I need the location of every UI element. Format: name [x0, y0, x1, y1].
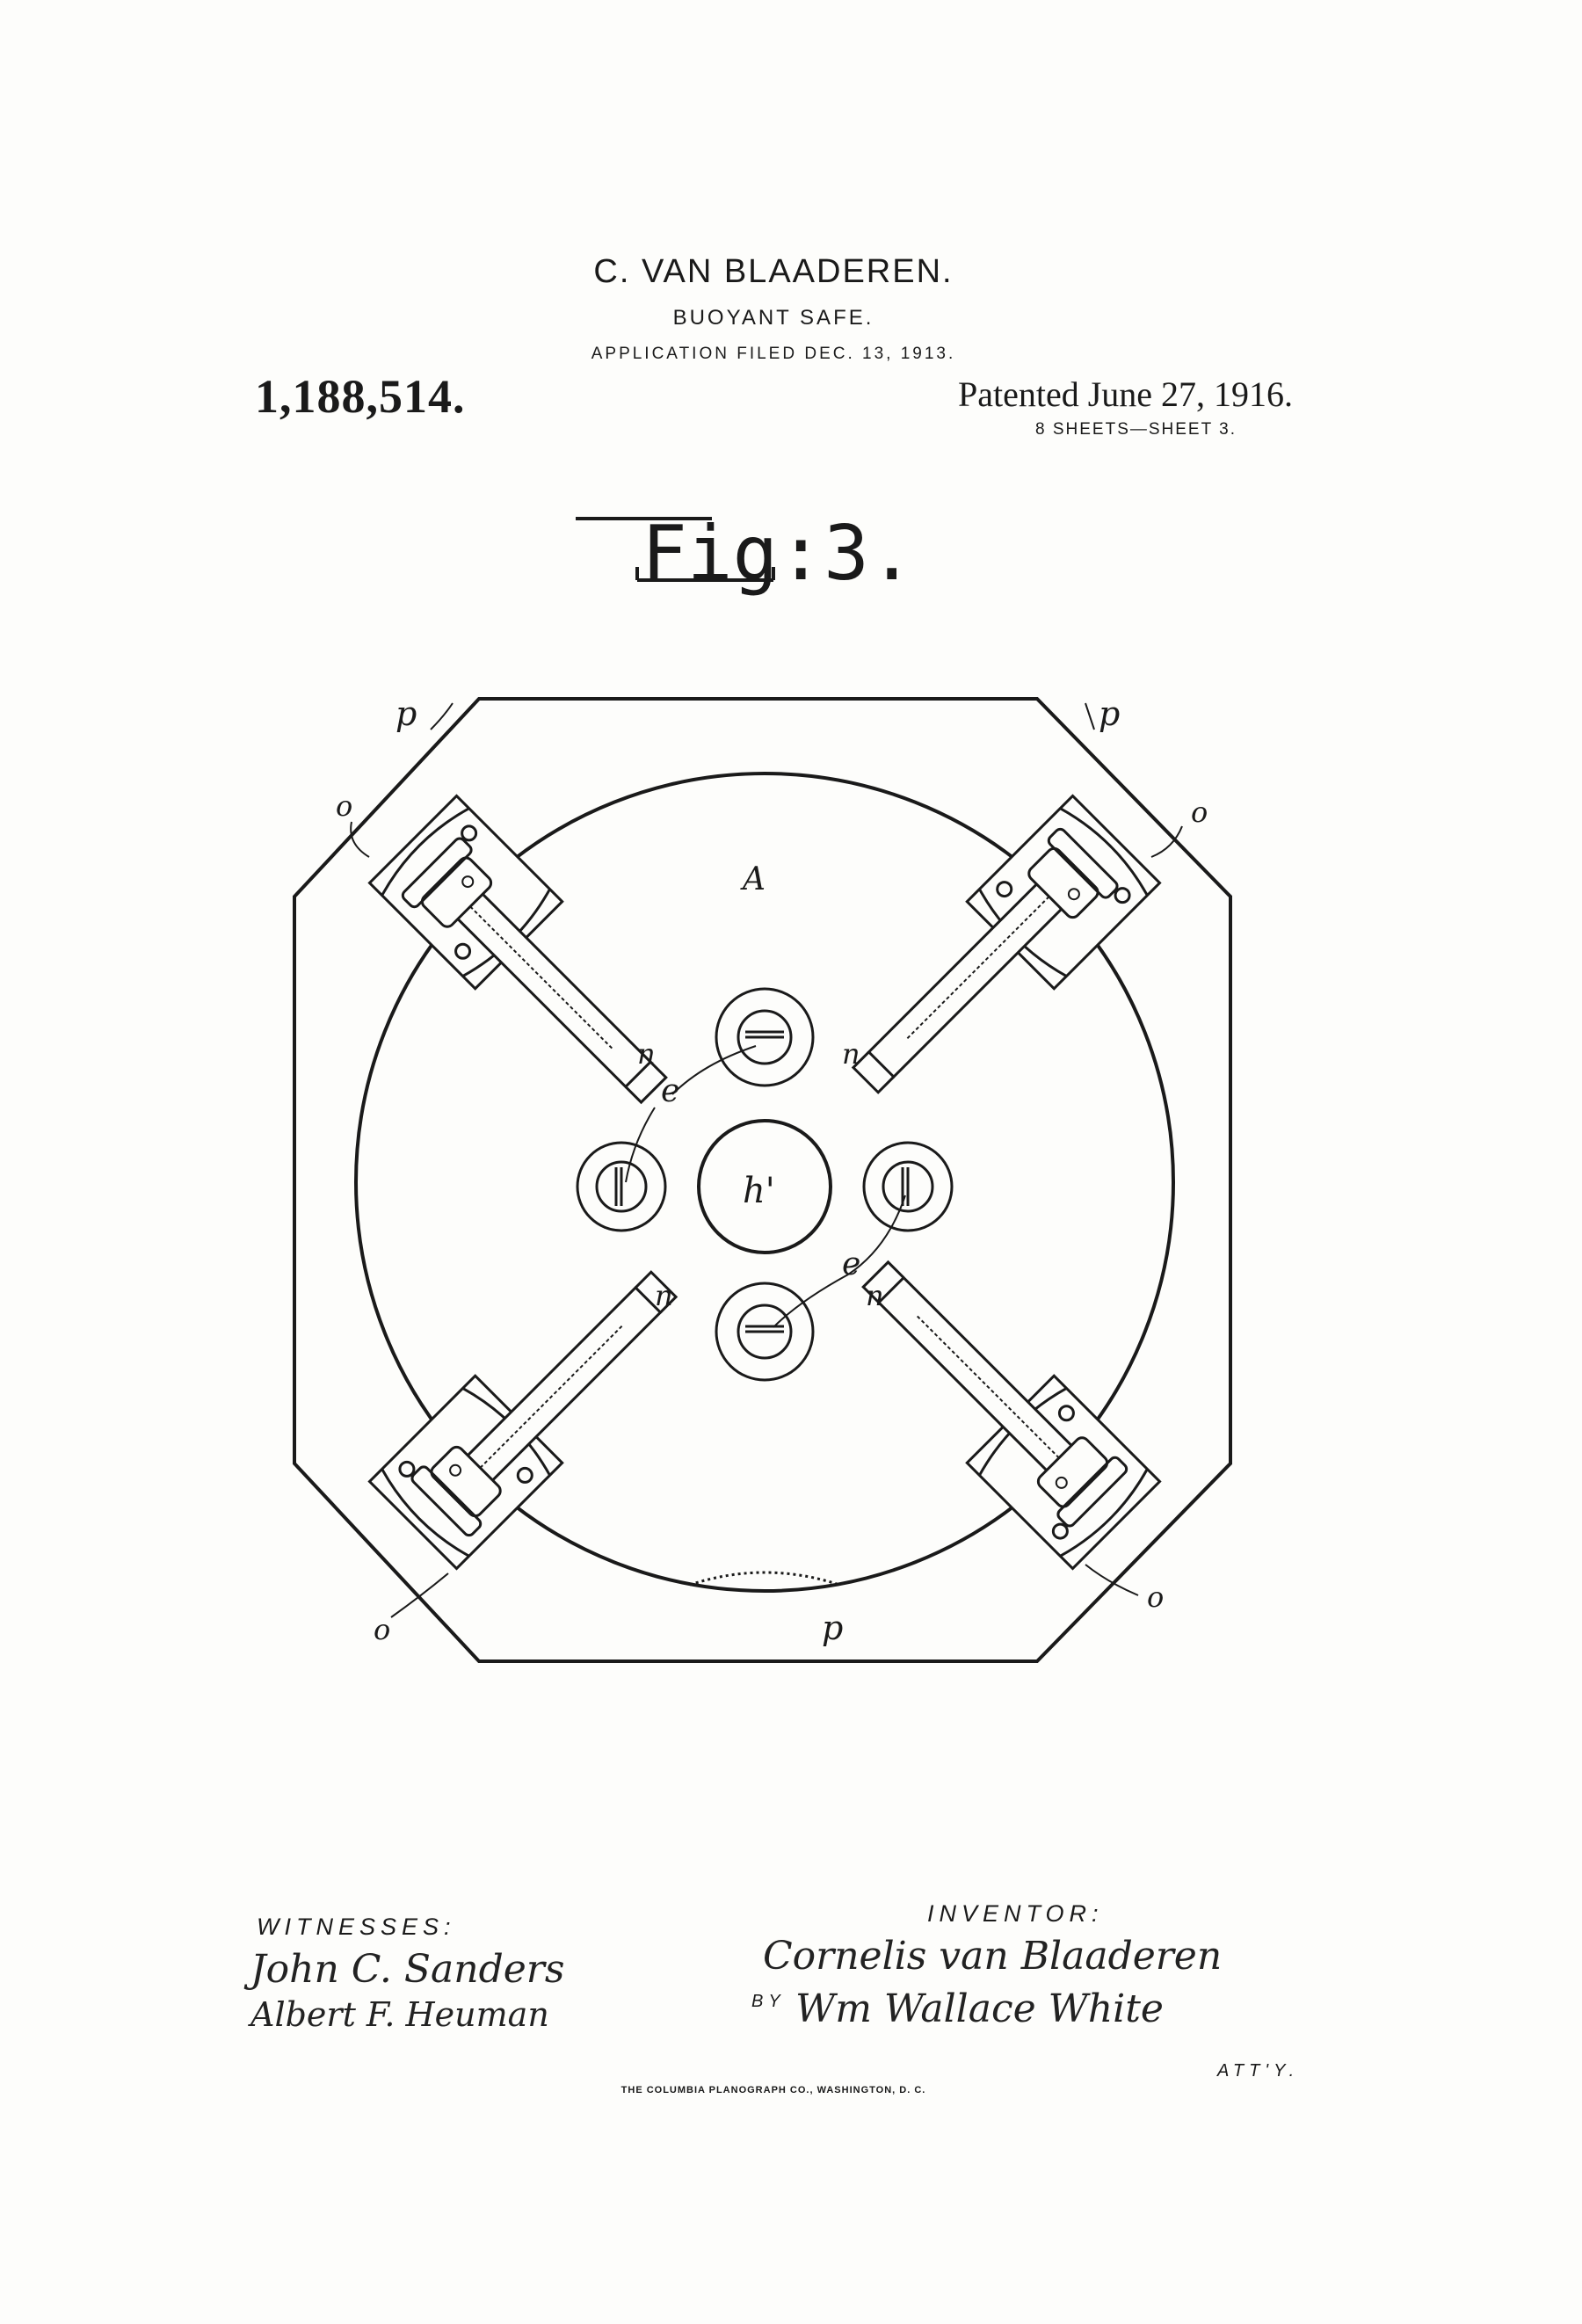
label-a: A [743, 861, 766, 897]
attorney-label: ATT'Y. [1217, 2061, 1300, 2081]
inventor-label: INVENTOR: [927, 1900, 1104, 1927]
label-o-br: o [1147, 1580, 1165, 1614]
witness-signature-1: John C. Sanders [250, 1947, 565, 1992]
printer-credit: THE COLUMBIA PLANOGRAPH CO., WASHINGTON, D. C. [620, 2085, 926, 2095]
patented-date: Patented June 27, 1916. [958, 374, 1294, 414]
witnesses-label: WITNESSES: [257, 1914, 456, 1940]
attorney-signature: Wm Wallace White [795, 1986, 1164, 2031]
label-n-bl: n [655, 1279, 673, 1312]
label-e-bottom: e [842, 1246, 861, 1282]
invention-title: BUOYANT SAFE. [672, 306, 874, 330]
label-n-tl: n [637, 1037, 656, 1071]
inventor-name-header: C. VAN BLAADEREN. [593, 253, 954, 290]
label-n-br: n [866, 1279, 884, 1312]
label-p-tr: p [1099, 694, 1121, 733]
label-o-tl: o [336, 789, 353, 823]
label-o-bl: o [374, 1613, 391, 1646]
sheet-count: 8 SHEETS—SHEET 3. [1035, 420, 1237, 439]
label-n-tr: n [842, 1037, 860, 1071]
label-e-top: e [661, 1073, 680, 1109]
label-p-bottom: p [822, 1609, 844, 1647]
inventor-signature: Cornelis van Blaaderen [763, 1934, 1223, 1979]
figure-label: Fig:3. [642, 510, 915, 598]
witness-signature-2: Albert F. Heuman [250, 1995, 549, 2034]
label-p-tl: p [396, 694, 417, 733]
patent-number: 1,188,514. [255, 370, 466, 423]
application-filed-line: APPLICATION FILED DEC. 13, 1913. [591, 345, 956, 363]
by-label: BY [751, 1992, 786, 2011]
label-h: h' [743, 1171, 775, 1211]
label-o-tr: o [1191, 795, 1208, 829]
